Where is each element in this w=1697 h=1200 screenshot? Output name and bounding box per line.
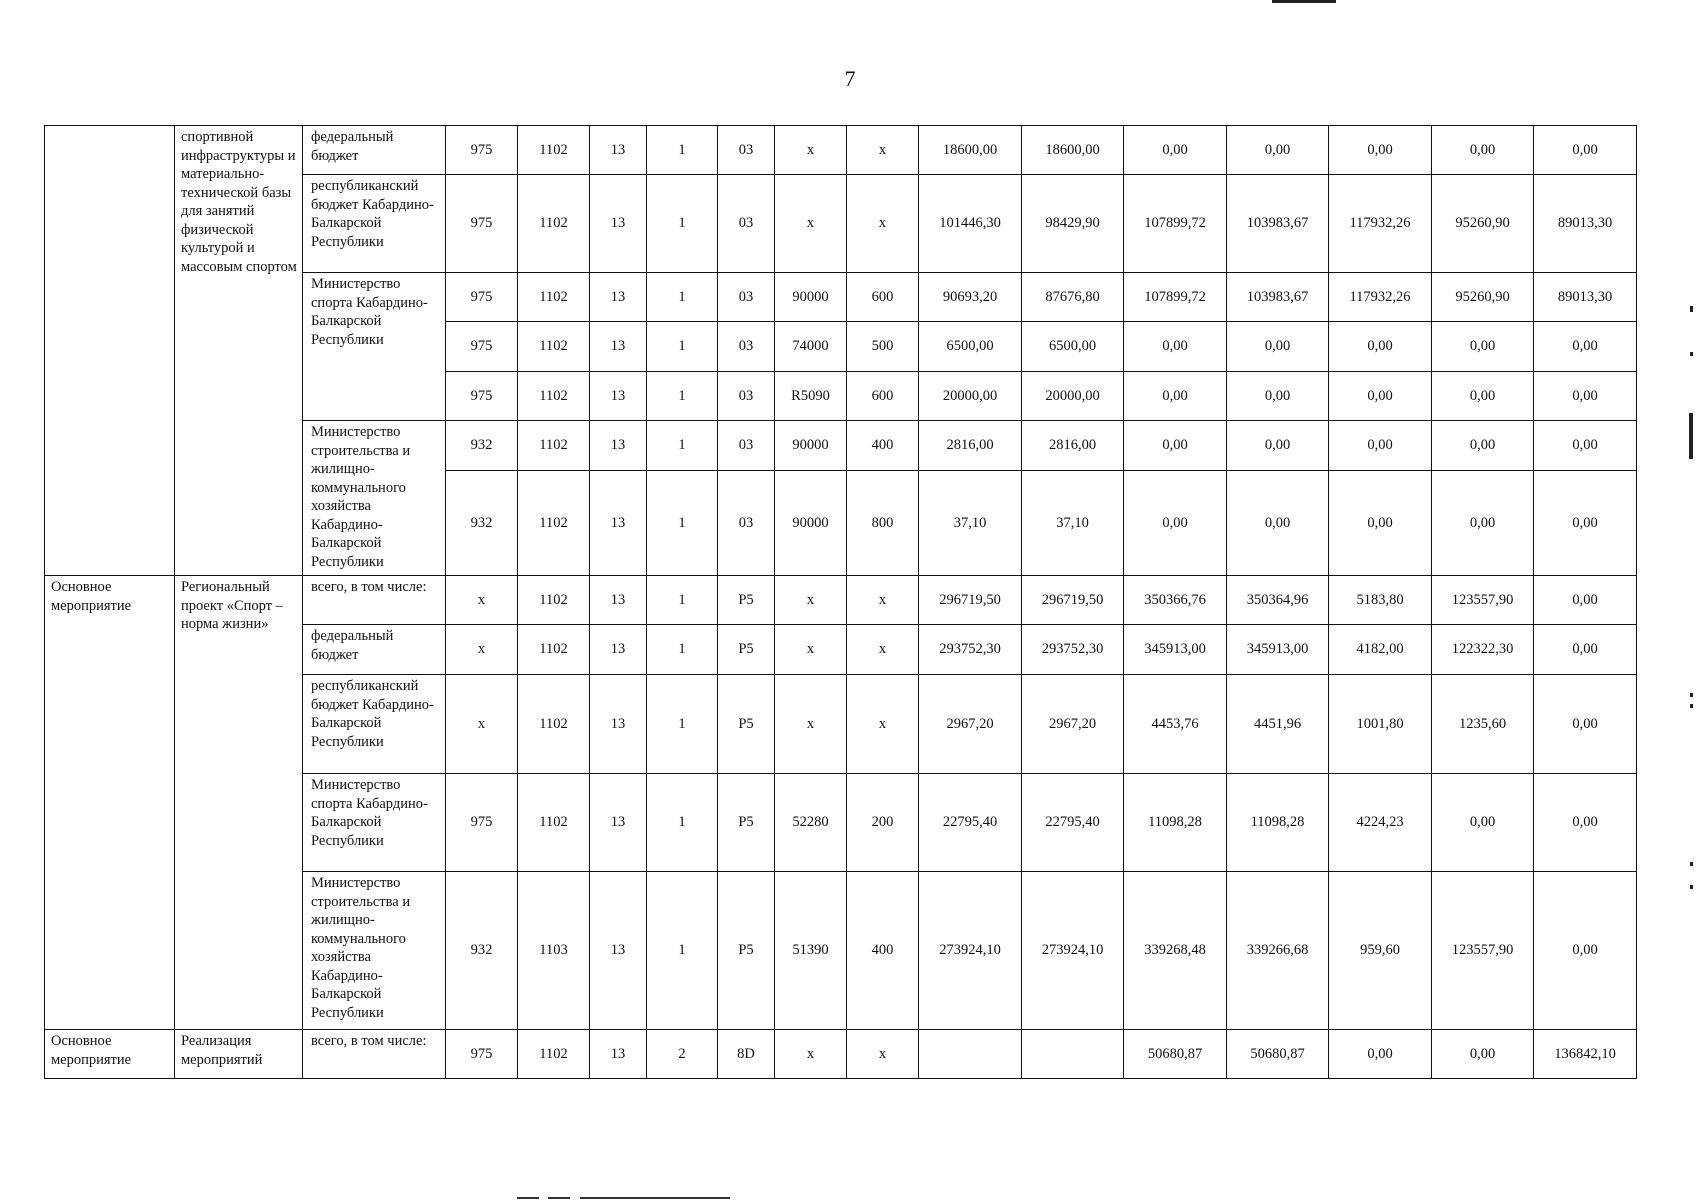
vr-cell: 600	[847, 372, 919, 421]
value-cell: 20000,00	[919, 372, 1022, 421]
value-cell: 0,00	[1432, 471, 1534, 576]
value-cell: 117932,26	[1329, 175, 1432, 273]
sub-cell: 1	[647, 126, 718, 175]
vr-cell: x	[847, 576, 919, 625]
sub-cell: 1	[647, 675, 718, 774]
funding-source-cell: Министерство спорта Кабардино-Балкарской Республики	[303, 774, 446, 872]
pr-cell: 13	[590, 1030, 647, 1079]
value-cell: 296719,50	[919, 576, 1022, 625]
value-cell: 0,00	[1432, 126, 1534, 175]
sub-cell: 1	[647, 774, 718, 872]
value-cell: 5183,80	[1329, 576, 1432, 625]
grbs-cell: 975	[446, 175, 518, 273]
pr-cell: 13	[590, 774, 647, 872]
value-cell: 18600,00	[1022, 126, 1124, 175]
value-cell: 6500,00	[1022, 322, 1124, 372]
value-cell: 0,00	[1124, 372, 1227, 421]
funding-source-cell: всего, в том числе:	[303, 1030, 446, 1079]
direction-cell: 51390	[775, 872, 847, 1030]
value-cell: 350366,76	[1124, 576, 1227, 625]
value-cell: 89013,30	[1534, 273, 1637, 322]
pr-cell: 13	[590, 175, 647, 273]
scan-edge-mark	[1690, 352, 1693, 356]
value-cell: 0,00	[1534, 126, 1637, 175]
value-cell: 0,00	[1534, 471, 1637, 576]
event-cell: P5	[718, 576, 775, 625]
sub-cell: 1	[647, 576, 718, 625]
value-cell: 293752,30	[919, 625, 1022, 675]
rz-cell: 1102	[518, 1030, 590, 1079]
sub-cell: 2	[647, 1030, 718, 1079]
event-cell: P5	[718, 872, 775, 1030]
event-cell: 8D	[718, 1030, 775, 1079]
value-cell: 0,00	[1432, 322, 1534, 372]
value-cell: 117932,26	[1329, 273, 1432, 322]
value-cell: 123557,90	[1432, 872, 1534, 1030]
bottom-rule	[548, 1197, 570, 1199]
activity-name-cell: Реализация мероприятий	[175, 1030, 303, 1079]
page-number: 7	[844, 66, 856, 91]
value-cell: 22795,40	[1022, 774, 1124, 872]
rz-cell: 1102	[518, 322, 590, 372]
value-cell: 89013,30	[1534, 175, 1637, 273]
grbs-cell: 975	[446, 372, 518, 421]
activity-name-cell: Региональный проект «Спорт – норма жизни»	[175, 576, 303, 1030]
direction-cell: x	[775, 175, 847, 273]
funding-source-cell: всего, в том числе:	[303, 576, 446, 625]
sub-cell: 1	[647, 372, 718, 421]
event-cell: 03	[718, 273, 775, 322]
vr-cell: 600	[847, 273, 919, 322]
value-cell: 107899,72	[1124, 273, 1227, 322]
value-cell: 107899,72	[1124, 175, 1227, 273]
pr-cell: 13	[590, 322, 647, 372]
scan-edge-mark	[1690, 704, 1693, 708]
value-cell: 273924,10	[1022, 872, 1124, 1030]
value-cell: 0,00	[1329, 126, 1432, 175]
direction-cell: x	[775, 1030, 847, 1079]
value-cell	[919, 1030, 1022, 1079]
value-cell: 37,10	[1022, 471, 1124, 576]
vr-cell: 800	[847, 471, 919, 576]
event-cell: 03	[718, 322, 775, 372]
rz-cell: 1102	[518, 471, 590, 576]
value-cell: 345913,00	[1227, 625, 1329, 675]
vr-cell: 400	[847, 872, 919, 1030]
activity-name-cell: спортивной инфраструктуры и материально-технической базы для занятий физической культурой и массовым спортом	[175, 126, 303, 576]
vr-cell: x	[847, 175, 919, 273]
value-cell: 0,00	[1432, 372, 1534, 421]
value-cell: 0,00	[1534, 774, 1637, 872]
value-cell: 0,00	[1227, 421, 1329, 471]
sub-cell: 1	[647, 322, 718, 372]
event-cell: P5	[718, 625, 775, 675]
value-cell: 37,10	[919, 471, 1022, 576]
value-cell: 4453,76	[1124, 675, 1227, 774]
funding-source-cell: федеральный бюджет	[303, 625, 446, 675]
pr-cell: 13	[590, 421, 647, 471]
event-cell: 03	[718, 471, 775, 576]
value-cell: 50680,87	[1124, 1030, 1227, 1079]
scan-edge-mark	[1690, 306, 1693, 312]
funding-source-cell: Министерство строительства и жилищно-коммунального хозяйства Кабардино-Балкарской Республики	[303, 872, 446, 1030]
grbs-cell: 975	[446, 322, 518, 372]
table-row	[45, 126, 1637, 175]
value-cell: 0,00	[1534, 675, 1637, 774]
funding-source-cell: республиканский бюджет Кабардино-Балкарской Республики	[303, 175, 446, 273]
value-cell: 136842,10	[1534, 1030, 1637, 1079]
value-cell: 1001,80	[1329, 675, 1432, 774]
funding-source-cell: федеральный бюджет	[303, 126, 446, 175]
rz-cell: 1102	[518, 126, 590, 175]
rz-cell: 1102	[518, 675, 590, 774]
grbs-cell: 975	[446, 1030, 518, 1079]
direction-cell: x	[775, 625, 847, 675]
value-cell: 0,00	[1227, 126, 1329, 175]
grbs-cell: 932	[446, 421, 518, 471]
rz-cell: 1102	[518, 421, 590, 471]
budget-table-body	[45, 126, 1637, 1079]
scan-edge-mark	[1690, 693, 1693, 697]
pr-cell: 13	[590, 675, 647, 774]
status-cell: Основное мероприятие	[45, 576, 175, 1030]
grbs-cell: 975	[446, 774, 518, 872]
value-cell: 20000,00	[1022, 372, 1124, 421]
event-cell: P5	[718, 675, 775, 774]
value-cell: 122322,30	[1432, 625, 1534, 675]
bottom-rule	[517, 1197, 539, 1199]
pr-cell: 13	[590, 471, 647, 576]
vr-cell: x	[847, 625, 919, 675]
grbs-cell: x	[446, 675, 518, 774]
value-cell: 959,60	[1329, 872, 1432, 1030]
pr-cell: 13	[590, 872, 647, 1030]
value-cell: 1235,60	[1432, 675, 1534, 774]
value-cell: 18600,00	[919, 126, 1022, 175]
value-cell: 339266,68	[1227, 872, 1329, 1030]
direction-cell: 90000	[775, 471, 847, 576]
scan-edge-mark	[1690, 885, 1693, 889]
value-cell: 103983,67	[1227, 273, 1329, 322]
vr-cell: x	[847, 126, 919, 175]
value-cell: 0,00	[1329, 421, 1432, 471]
rz-cell: 1102	[518, 576, 590, 625]
value-cell: 0,00	[1534, 421, 1637, 471]
direction-cell: x	[775, 675, 847, 774]
rz-cell: 1102	[518, 372, 590, 421]
value-cell: 0,00	[1227, 322, 1329, 372]
value-cell: 87676,80	[1022, 273, 1124, 322]
event-cell: 03	[718, 175, 775, 273]
value-cell: 103983,67	[1227, 175, 1329, 273]
pr-cell: 13	[590, 126, 647, 175]
value-cell: 90693,20	[919, 273, 1022, 322]
value-cell: 0,00	[1534, 625, 1637, 675]
value-cell: 22795,40	[919, 774, 1022, 872]
pr-cell: 13	[590, 273, 647, 322]
direction-cell: 74000	[775, 322, 847, 372]
sub-cell: 1	[647, 175, 718, 273]
grbs-cell: 975	[446, 273, 518, 322]
value-cell: 4451,96	[1227, 675, 1329, 774]
value-cell: 0,00	[1124, 421, 1227, 471]
value-cell: 50680,87	[1227, 1030, 1329, 1079]
status-cell: Основное мероприятие	[45, 1030, 175, 1079]
grbs-cell: 932	[446, 872, 518, 1030]
rz-cell: 1103	[518, 872, 590, 1030]
value-cell: 0,00	[1329, 1030, 1432, 1079]
event-cell: 03	[718, 126, 775, 175]
value-cell: 11098,28	[1124, 774, 1227, 872]
direction-cell: 90000	[775, 273, 847, 322]
value-cell: 0,00	[1432, 774, 1534, 872]
table-row	[45, 1030, 1637, 1079]
value-cell: 0,00	[1432, 421, 1534, 471]
vr-cell: 500	[847, 322, 919, 372]
pr-cell: 13	[590, 372, 647, 421]
grbs-cell: 932	[446, 471, 518, 576]
vr-cell: x	[847, 675, 919, 774]
value-cell: 95260,90	[1432, 273, 1534, 322]
direction-cell: R5090	[775, 372, 847, 421]
sub-cell: 1	[647, 625, 718, 675]
value-cell: 273924,10	[919, 872, 1022, 1030]
direction-cell: 52280	[775, 774, 847, 872]
rz-cell: 1102	[518, 175, 590, 273]
table-row	[45, 576, 1637, 625]
budget-table	[44, 125, 1637, 1079]
value-cell: 0,00	[1534, 322, 1637, 372]
pr-cell: 13	[590, 625, 647, 675]
grbs-cell: x	[446, 625, 518, 675]
status-cell-continued	[45, 126, 175, 576]
value-cell: 0,00	[1329, 471, 1432, 576]
value-cell: 0,00	[1124, 126, 1227, 175]
grbs-cell: 975	[446, 126, 518, 175]
rz-cell: 1102	[518, 774, 590, 872]
funding-source-cell: Министерство строительства и жилищно-коммунального хозяйства Кабардино-Балкарской Республики	[303, 421, 446, 576]
value-cell: 4182,00	[1329, 625, 1432, 675]
value-cell: 0,00	[1124, 322, 1227, 372]
sub-cell: 1	[647, 273, 718, 322]
pr-cell: 13	[590, 576, 647, 625]
value-cell: 2816,00	[1022, 421, 1124, 471]
rz-cell: 1102	[518, 273, 590, 322]
value-cell: 0,00	[1534, 576, 1637, 625]
vr-cell: x	[847, 1030, 919, 1079]
value-cell: 98429,90	[1022, 175, 1124, 273]
vr-cell: 400	[847, 421, 919, 471]
funding-source-cell: Министерство спорта Кабардино-Балкарской Республики	[303, 273, 446, 421]
value-cell: 345913,00	[1124, 625, 1227, 675]
sub-cell: 1	[647, 872, 718, 1030]
bottom-rule	[580, 1197, 730, 1199]
funding-source-cell: республиканский бюджет Кабардино-Балкарской Республики	[303, 675, 446, 774]
value-cell: 2816,00	[919, 421, 1022, 471]
value-cell: 350364,96	[1227, 576, 1329, 625]
value-cell: 4224,23	[1329, 774, 1432, 872]
value-cell: 2967,20	[1022, 675, 1124, 774]
value-cell: 0,00	[1124, 471, 1227, 576]
sub-cell: 1	[647, 421, 718, 471]
vr-cell: 200	[847, 774, 919, 872]
sub-cell: 1	[647, 471, 718, 576]
value-cell: 0,00	[1432, 1030, 1534, 1079]
value-cell: 123557,90	[1432, 576, 1534, 625]
scan-edge-mark	[1690, 862, 1693, 866]
value-cell: 0,00	[1534, 872, 1637, 1030]
direction-cell: 90000	[775, 421, 847, 471]
value-cell: 0,00	[1227, 372, 1329, 421]
event-cell: 03	[718, 372, 775, 421]
direction-cell: x	[775, 576, 847, 625]
value-cell: 2967,20	[919, 675, 1022, 774]
value-cell: 95260,90	[1432, 175, 1534, 273]
value-cell: 101446,30	[919, 175, 1022, 273]
value-cell: 6500,00	[919, 322, 1022, 372]
value-cell: 11098,28	[1227, 774, 1329, 872]
event-cell: 03	[718, 421, 775, 471]
value-cell: 0,00	[1329, 372, 1432, 421]
value-cell: 0,00	[1329, 322, 1432, 372]
scan-top-mark	[1272, 0, 1336, 3]
scan-edge-mark	[1689, 413, 1693, 459]
direction-cell: x	[775, 126, 847, 175]
value-cell: 0,00	[1227, 471, 1329, 576]
value-cell: 293752,30	[1022, 625, 1124, 675]
rz-cell: 1102	[518, 625, 590, 675]
grbs-cell: x	[446, 576, 518, 625]
value-cell: 296719,50	[1022, 576, 1124, 625]
value-cell: 0,00	[1534, 372, 1637, 421]
event-cell: P5	[718, 774, 775, 872]
value-cell	[1022, 1030, 1124, 1079]
value-cell: 339268,48	[1124, 872, 1227, 1030]
